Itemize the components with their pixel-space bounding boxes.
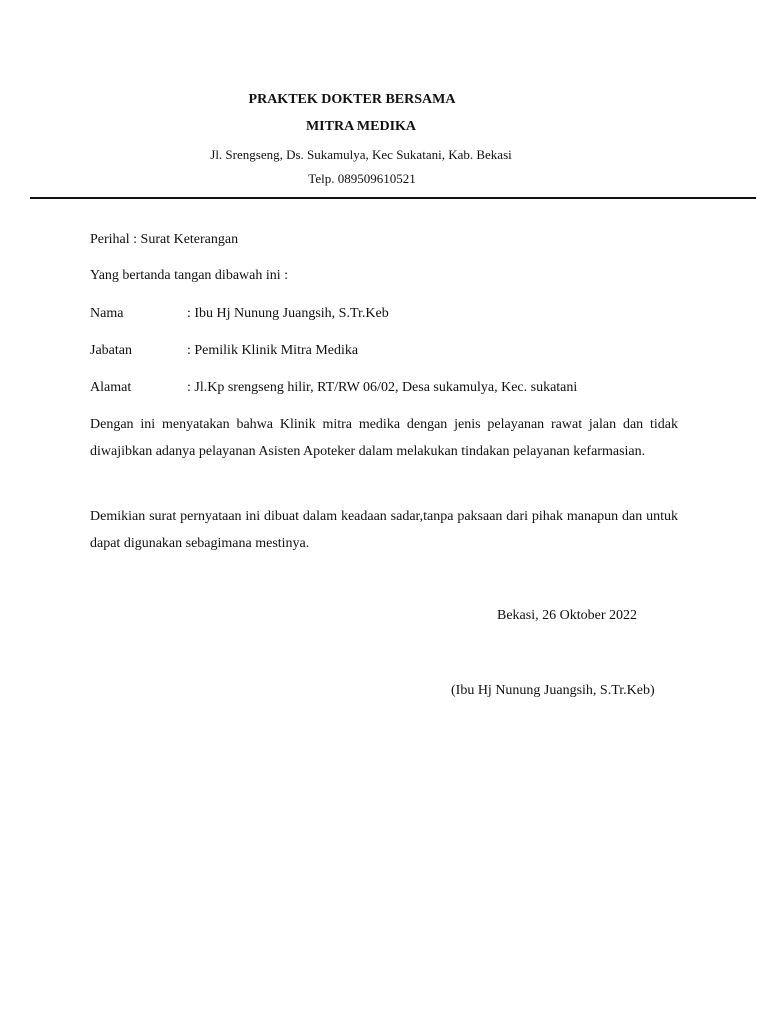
- closing-paragraph: Demikian surat pernyataan ini dibuat dalam keadaan sadar,tanpa paksaan dari pihak manapun dan untuk dapat digunakan sebagimana mestinya.: [90, 509, 678, 551]
- signature-name: (Ibu Hj Nunung Juangsih, S.Tr.Keb): [451, 683, 655, 698]
- field-label-jabatan: Jabatan: [90, 343, 132, 358]
- letterhead-phone: Telp. 089509610521: [308, 171, 416, 186]
- letterhead-clinic-name: MITRA MEDIKA: [305, 119, 417, 134]
- letter-intro: Yang bertanda tangan dibawah ini :: [90, 268, 289, 283]
- letter-subject: Perihal : Surat Keterangan: [90, 232, 239, 247]
- letterhead-address: Jl. Srengseng, Ds. Sukamulya, Kec Sukatani, Kab. Bekasi: [210, 147, 512, 162]
- field-label-alamat: Alamat: [90, 380, 132, 395]
- field-value-jabatan: : Pemilik Klinik Mitra Medika: [187, 343, 359, 358]
- field-value-nama: : Ibu Hj Nunung Juangsih, S.Tr.Keb: [187, 306, 389, 321]
- letterhead-divider: [30, 197, 756, 199]
- field-label-nama: Nama: [90, 306, 124, 321]
- letterhead-line1: PRAKTEK DOKTER BERSAMA: [248, 92, 456, 107]
- signature-place-date: Bekasi, 26 Oktober 2022: [497, 608, 637, 623]
- field-value-alamat: : Jl.Kp srengseng hilir, RT/RW 06/02, Desa sukamulya, Kec. sukatani: [187, 380, 578, 395]
- statement-paragraph: Dengan ini menyatakan bahwa Klinik mitra medika dengan jenis pelayanan rawat jalan dan tidak diwajibkan adanya pelayanan Asisten Apoteker dalam melakukan tindakan pelayanan kefarmasian.: [90, 417, 678, 459]
